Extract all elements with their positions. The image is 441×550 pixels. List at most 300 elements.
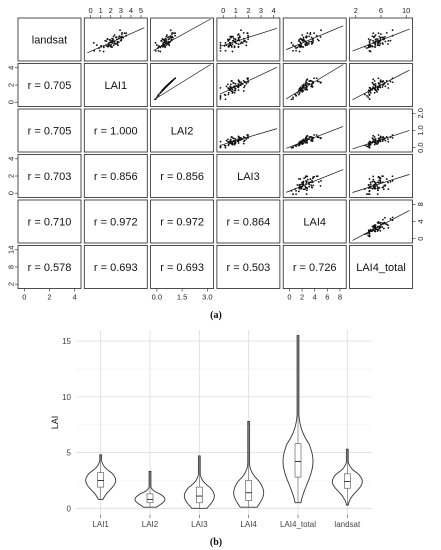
axis-tick-label: 2 <box>246 6 251 15</box>
axis-tick-label: 4 <box>128 6 134 15</box>
scatter-point <box>306 136 308 138</box>
scatter-point <box>305 180 307 182</box>
scatter-point <box>156 44 158 46</box>
caption-a: (a) <box>210 310 222 321</box>
correlation-label: r = 0.726 <box>292 262 337 274</box>
scatter-point <box>295 50 297 52</box>
scatter-point <box>103 46 105 48</box>
scatter-point <box>220 44 222 46</box>
scatter-point <box>378 176 380 178</box>
scatter-point <box>372 135 374 137</box>
scatter-point <box>292 50 294 52</box>
scatter-point <box>384 184 386 186</box>
scatter-point <box>375 85 377 87</box>
scatter-point <box>220 50 222 52</box>
scatter-point <box>174 35 176 37</box>
matrix-cell <box>151 64 214 107</box>
scatter-point <box>295 145 297 147</box>
scatter-point <box>308 43 310 45</box>
scatter-point <box>246 134 248 136</box>
scatter-point <box>370 92 372 94</box>
scatter-point <box>295 190 297 192</box>
axis-tick-label: 0 <box>6 191 16 196</box>
scatter-point <box>305 142 307 144</box>
scatter-point <box>220 47 222 49</box>
axis-tick-label: 1 <box>233 6 238 15</box>
scatter-point <box>387 83 389 85</box>
scatter-point <box>220 98 222 100</box>
scatter-point <box>292 44 294 46</box>
scatter-point <box>373 84 375 86</box>
scatter-point <box>303 36 305 38</box>
axis-tick-label: 6 <box>378 6 384 15</box>
scatter-point <box>308 36 310 38</box>
scatter-point <box>300 187 302 189</box>
scatter-point <box>312 40 314 42</box>
correlation-label: r = 0.503 <box>226 262 271 274</box>
axis-tick-label: 2 <box>6 82 16 88</box>
y-tick-label: 15 <box>62 337 71 347</box>
scatter-point <box>320 36 322 38</box>
scatter-point <box>320 29 322 31</box>
scatter-point <box>311 186 313 188</box>
axis-tick-label: 0 <box>287 292 292 302</box>
axis-tick-label: 8 <box>337 292 342 302</box>
scatter-point <box>243 87 245 89</box>
scatter-point <box>246 82 248 84</box>
scatter-point <box>380 222 382 224</box>
scatter-point <box>227 94 229 96</box>
scatter-point <box>107 38 109 40</box>
scatter-point <box>301 139 303 141</box>
scatter-point <box>238 142 240 144</box>
scatter-point <box>306 44 308 46</box>
matrix-cell <box>350 109 413 152</box>
scatter-point <box>165 44 167 46</box>
axis-tick-label: 14 <box>6 245 16 254</box>
scatter-point <box>247 35 249 37</box>
scatter-point <box>160 92 162 94</box>
scatter-point <box>158 45 160 47</box>
scatter-point <box>305 187 307 189</box>
scatter-point <box>114 34 116 36</box>
scatter-point <box>306 176 308 178</box>
scatter-point <box>170 29 172 31</box>
scatter-point <box>229 38 231 40</box>
axis-tick-label: 0.0 <box>416 142 425 153</box>
scatter-point <box>171 33 173 35</box>
scatter-point <box>303 138 305 140</box>
axis-tick-label: 1 <box>98 6 103 15</box>
scatter-point <box>291 98 293 100</box>
scatter-point <box>369 98 371 100</box>
scatter-point <box>369 141 371 143</box>
scatter-point <box>292 147 294 149</box>
scatter-point <box>368 184 370 186</box>
correlation-label: r = 0.578 <box>27 262 72 274</box>
axis-tick-label: 2 <box>108 6 113 15</box>
scatter-point <box>371 45 373 47</box>
scatter-point <box>299 178 301 180</box>
scatter-point <box>228 92 230 94</box>
scatter-point <box>373 139 375 141</box>
scatter-point <box>225 145 227 147</box>
axis-tick-label: 2 <box>47 292 52 302</box>
scatter-point <box>237 43 239 45</box>
caption-b: (b) <box>209 537 223 548</box>
x-tick-label: LAI1 <box>92 520 109 529</box>
scatter-point <box>318 136 320 138</box>
scatter-point <box>312 185 314 187</box>
variable-label: LAI4 <box>303 216 327 229</box>
scatter-point <box>226 85 228 87</box>
scatter-point <box>302 90 304 92</box>
scatter-point <box>390 81 392 83</box>
box <box>98 473 104 487</box>
scatter-point <box>372 40 374 42</box>
scatter-point <box>119 35 121 37</box>
scatter-point <box>246 41 248 43</box>
scatter-point <box>301 85 303 87</box>
scatter-point <box>387 40 389 42</box>
scatter-point <box>320 137 322 139</box>
scatter-point <box>226 140 228 142</box>
scatter-point <box>368 38 370 40</box>
scatter-point <box>113 36 115 38</box>
scatter-point <box>305 84 307 86</box>
scatter-point <box>302 46 304 48</box>
scatter-point <box>301 182 303 184</box>
scatter-point <box>311 180 313 182</box>
scatter-point <box>237 86 239 88</box>
scatter-point <box>235 38 237 40</box>
scatter-point <box>372 78 374 80</box>
scatter-point <box>387 138 389 140</box>
scatter-point <box>162 38 164 40</box>
axis-tick-label: 0 <box>88 6 93 15</box>
scatter-point <box>310 184 312 186</box>
scatter-point <box>125 32 127 34</box>
scatter-point <box>231 46 233 48</box>
scatter-point <box>382 140 384 142</box>
scatter-point <box>320 180 322 182</box>
scatter-point <box>292 193 294 195</box>
axis-tick-label: 6 <box>325 292 330 302</box>
scatter-point <box>366 95 368 97</box>
scatter-point <box>243 140 245 142</box>
scatter-point <box>372 181 374 183</box>
x-tick-label: landsat <box>334 520 361 529</box>
scatter-point <box>379 43 381 45</box>
scatter-point <box>234 92 236 94</box>
scatter-point <box>384 36 386 38</box>
scatter-point <box>231 89 233 91</box>
scatter-point <box>377 193 379 195</box>
scatter-point <box>169 82 171 84</box>
scatter-point <box>378 134 380 136</box>
scatter-point <box>174 77 176 79</box>
axis-tick-label: 2 <box>6 282 16 287</box>
scatter-point <box>306 193 308 195</box>
matrix-cell <box>283 18 346 61</box>
scatter-point <box>99 50 101 52</box>
scatter-point <box>381 226 383 228</box>
scatter-point <box>306 79 308 81</box>
scatter-point <box>103 51 105 53</box>
scatter-point <box>386 32 388 34</box>
scatter-point <box>308 80 310 82</box>
scatter-point <box>299 87 301 89</box>
scatter-point <box>308 41 310 43</box>
scatter-point <box>305 139 307 141</box>
scatter-point <box>318 81 320 83</box>
correlation-label: r = 0.705 <box>27 80 72 92</box>
scatter-point <box>384 85 386 87</box>
scatter-point <box>298 94 300 96</box>
scatter-point <box>296 46 298 48</box>
scatter-point <box>225 50 227 52</box>
scatter-point <box>374 46 376 48</box>
scatter-point <box>387 141 389 143</box>
scatter-point <box>167 36 169 38</box>
matrix-cell <box>84 18 147 61</box>
axis-tick-label: 2 <box>300 292 305 302</box>
scatter-point <box>392 137 394 139</box>
correlation-label: r = 0.972 <box>93 216 138 229</box>
scatter-point <box>305 43 307 45</box>
correlation-label: r = 0.705 <box>27 125 72 138</box>
scatter-point <box>299 38 301 40</box>
axis-tick-label: 1.5 <box>176 292 188 302</box>
scatter-point <box>387 224 389 226</box>
scatter-point <box>220 147 222 149</box>
variable-label: LAI2 <box>170 125 194 138</box>
scatter-point <box>162 89 164 91</box>
y-tick-label: 5 <box>66 448 71 458</box>
scatter-point <box>238 136 240 138</box>
scatter-point <box>234 46 236 48</box>
scatter-point <box>374 92 376 94</box>
scatter-point <box>371 188 373 190</box>
scatter-point <box>390 40 392 42</box>
scatter-point <box>237 46 239 48</box>
scatter-point <box>227 138 229 140</box>
y-tick-label: 10 <box>62 392 71 402</box>
scatter-point <box>238 81 240 83</box>
scatter-point <box>291 147 293 149</box>
axis-tick-label: 10 <box>402 6 411 15</box>
scatter-point <box>234 144 236 146</box>
scatter-point <box>378 138 380 140</box>
scatter-point <box>382 186 384 188</box>
scatter-point <box>225 42 227 44</box>
pairs-matrix-panel <box>7 6 426 302</box>
scatter-point <box>379 140 381 142</box>
correlation-label: r = 0.710 <box>27 216 72 229</box>
axis-tick-label: 4 <box>271 6 276 15</box>
scatter-point <box>155 50 157 52</box>
axis-tick-label: 3 <box>118 6 123 15</box>
scatter-point <box>382 80 384 82</box>
axis-tick-label: 4 <box>6 65 16 70</box>
scatter-point <box>306 189 308 191</box>
scatter-point <box>386 178 388 180</box>
scatter-point <box>220 42 222 44</box>
box <box>295 444 301 477</box>
scatter-point <box>378 228 380 230</box>
scatter-point <box>169 35 171 37</box>
scatter-point <box>379 87 381 89</box>
scatter-point <box>378 77 380 79</box>
scatter-point <box>220 141 222 143</box>
scatter-point <box>374 186 376 188</box>
scatter-point <box>164 87 166 89</box>
scatter-point <box>225 147 227 149</box>
scatter-point <box>369 190 371 192</box>
scatter-point <box>296 184 298 186</box>
scatter-point <box>316 134 318 136</box>
axis-tick-label: 4 <box>72 292 77 302</box>
scatter-point <box>232 91 234 93</box>
scatter-point <box>377 181 379 183</box>
scatter-point <box>305 88 307 90</box>
scatter-point <box>377 142 379 144</box>
matrix-cell <box>283 64 346 107</box>
scatter-point <box>382 37 384 39</box>
matrix-cell <box>151 18 214 61</box>
scatter-point <box>231 80 233 82</box>
scatter-point <box>230 139 232 141</box>
scatter-point <box>312 86 314 88</box>
scatter-point <box>387 227 389 229</box>
axis-tick-label: 3 <box>258 6 264 15</box>
scatter-point <box>378 82 380 84</box>
axis-tick-label: 4 <box>416 219 425 224</box>
scatter-point <box>367 96 369 98</box>
scatter-point <box>243 143 245 145</box>
scatter-point <box>372 179 374 181</box>
scatter-point <box>392 81 394 83</box>
scatter-point <box>227 145 229 147</box>
scatter-point <box>292 98 294 100</box>
scatter-point <box>235 138 237 140</box>
scatter-point <box>305 36 307 38</box>
scatter-point <box>232 40 234 42</box>
scatter-point <box>309 178 311 180</box>
scatter-point <box>155 42 157 44</box>
box <box>196 487 202 503</box>
axis-tick-label: 0 <box>6 100 16 105</box>
scatter-point <box>303 83 305 85</box>
scatter-point <box>227 83 229 85</box>
scatter-point <box>111 46 113 48</box>
scatter-point <box>121 33 123 35</box>
scatter-point <box>116 43 118 45</box>
scatter-point <box>384 140 386 142</box>
scatter-point <box>313 32 315 34</box>
axis-tick-label: 2 <box>6 173 16 179</box>
y-axis-title: LAI <box>50 415 60 430</box>
scatter-point <box>298 191 300 193</box>
scatter-point <box>171 36 173 38</box>
axis-tick-label: 3.0 <box>202 292 213 302</box>
scatter-point <box>109 39 111 41</box>
scatter-point <box>118 41 120 43</box>
scatter-point <box>387 182 389 184</box>
correlation-label: r = 0.864 <box>226 216 271 229</box>
scatter-point <box>307 179 309 181</box>
scatter-point <box>124 32 126 34</box>
axis-tick-label: 2.0 <box>416 108 425 119</box>
scatter-point <box>299 184 301 186</box>
scatter-point <box>225 98 227 100</box>
scatter-point <box>174 32 176 34</box>
scatter-point <box>380 80 382 82</box>
scatter-point <box>157 50 159 52</box>
scatter-point <box>383 228 385 230</box>
scatter-point <box>229 86 231 88</box>
correlation-label: r = 0.693 <box>160 262 204 274</box>
scatter-point <box>157 94 159 96</box>
scatter-point <box>235 42 237 44</box>
scatter-point <box>164 38 166 40</box>
scatter-point <box>369 178 371 180</box>
scatter-point <box>301 34 303 36</box>
correlation-label: r = 0.693 <box>93 262 138 274</box>
axis-tick-label: 2 <box>353 6 358 15</box>
scatter-point <box>382 42 384 44</box>
scatter-point <box>374 80 376 82</box>
scatter-point <box>379 178 381 180</box>
scatter-point <box>369 42 371 44</box>
correlation-label: r = 0.703 <box>27 171 72 183</box>
scatter-point <box>375 83 377 85</box>
y-tick-label: 0 <box>66 504 71 514</box>
scatter-point <box>380 136 382 138</box>
axis-tick-label: 8 <box>416 202 425 207</box>
scatter-point <box>120 40 122 42</box>
box <box>147 494 153 503</box>
axis-tick-label: 0 <box>221 6 226 15</box>
axis-tick-label: 5 <box>138 6 144 15</box>
scatter-point <box>372 137 374 139</box>
scatter-point <box>374 136 376 138</box>
scatter-point <box>370 183 372 185</box>
scatter-point <box>240 137 242 139</box>
scatter-point <box>237 83 239 85</box>
scatter-point <box>159 51 161 53</box>
matrix-cell <box>350 200 413 243</box>
scatter-point <box>93 42 95 44</box>
scatter-point <box>320 185 322 187</box>
scatter-point <box>379 38 381 40</box>
scatter-point <box>377 38 379 40</box>
scatter-point <box>310 140 312 142</box>
axis-tick-label: 0.0 <box>151 292 163 302</box>
scatter-point <box>119 29 121 31</box>
scatter-point <box>387 87 389 89</box>
scatter-point <box>382 136 384 138</box>
scatter-point <box>383 188 385 190</box>
scatter-point <box>113 44 115 46</box>
scatter-point <box>295 94 297 96</box>
axis-tick-label: 0 <box>416 236 425 241</box>
correlation-label: r = 0.972 <box>160 216 204 229</box>
scatter-point <box>375 90 377 92</box>
scatter-point <box>230 84 232 86</box>
scatter-point <box>318 181 320 183</box>
scatter-point <box>237 34 239 36</box>
